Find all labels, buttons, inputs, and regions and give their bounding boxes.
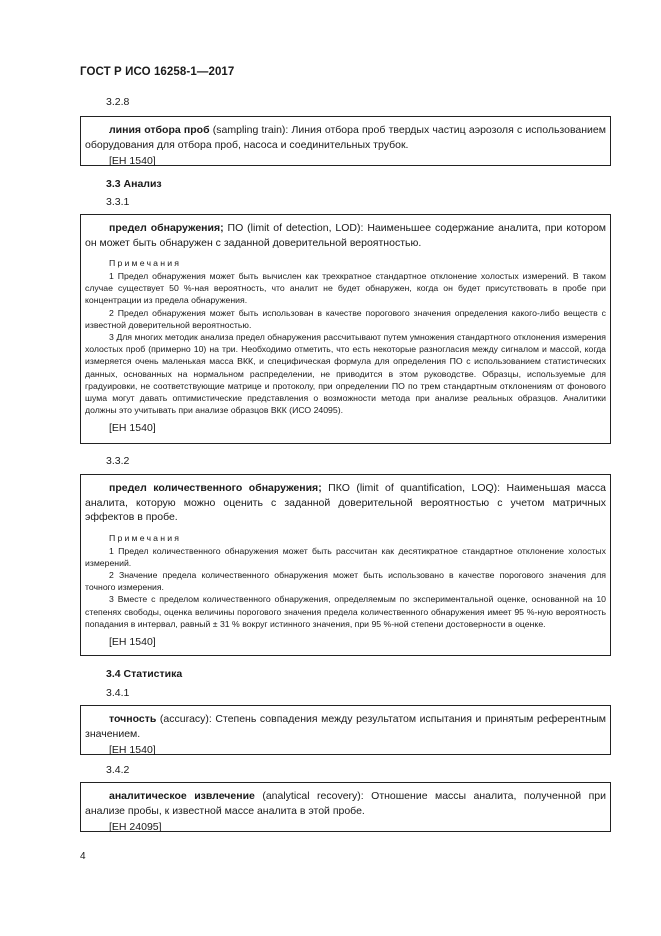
clause-number-3-4-1: 3.4.1 (106, 687, 130, 699)
definition-text: ПКО (limit of quantification, LOQ): Наименьшая масса аналита, которую можно оценить с заданной доверительной вероятностью с учетом матричных эффектов в пробе. (85, 482, 606, 523)
term-box-accuracy (80, 705, 611, 755)
reference: [EH 1540] (109, 422, 156, 435)
term-definition (85, 221, 606, 250)
notes-title: Примечания (109, 258, 182, 268)
definition-text: (sampling train): Линия отбора проб твердых частиц аэрозоля с использованием оборудования для отбора проб, насоса и соединительных трубок. (85, 124, 606, 151)
term-name: предел обнаружения; (109, 222, 224, 234)
reference: [EH 24095] (109, 821, 162, 833)
reference: [EH 1540] (109, 155, 156, 167)
note-item: 3 Для многих методик анализа предел обнаружения рассчитывают путем умножения стандартного отклонения измерения холостых проб (примерно 10) на три. Необходимо отметить, что есть некоторые разногласия между сигналом и массой, когда измеряется очень маленькая масса ВКК, и специфическая формула для определения ПО с использованием статистических данных, основанных на нормальном распределении, не приводится в этом руководстве. Образцы, используемые для градуировки, не соответствующие матрице и протоколу, при определении ПО по трем стандартным отклонениям от фонового шума могут давать оптимистические представления о возможности метода при анализе реальных образцов. Аналитики должны это учитывать при анализе образцов ВКК (ИСО 24095). (85, 332, 606, 416)
term-definition (85, 123, 606, 152)
note-item: 2 Значение предела количественного обнаружения может быть использовано в качестве порогового значения для точного измерения. (85, 569, 606, 593)
section-title-statistics: 3.4 Статистика (106, 668, 183, 680)
clause-number-3-2-8: 3.2.8 (106, 96, 130, 108)
term-definition (85, 481, 606, 525)
term-box-analytical-recovery (80, 782, 611, 832)
notes-title: Примечания (109, 532, 182, 543)
term-name: линия отбора проб (109, 124, 210, 136)
note-item: 1 Предел количественного обнаружения может быть рассчитан как десятикратное стандартное отклонение холостых измерений. (85, 545, 606, 568)
document-header: ГОСТ Р ИСО 16258-1—2017 (80, 66, 235, 78)
term-name: точность (109, 713, 157, 725)
clause-number-3-3-2: 3.3.2 (106, 455, 130, 467)
definition-text: ПО (limit of detection, LOD): Наименьшее содержание аналита, при котором он может быть обнаружен с заданной доверительной вероятностью. (85, 222, 606, 249)
term-box-limit-of-detection (80, 214, 611, 444)
clause-number-3-4-2: 3.4.2 (106, 764, 130, 776)
term-definition (85, 712, 606, 741)
note-item: 2 Предел обнаружения может быть использован в качестве порогового значения определения какого-либо веществ с известной доверительной вероятностью. (85, 307, 606, 330)
section-title-analysis: 3.3 Анализ (106, 178, 162, 190)
note-item: 3 Вместе с пределом количественного обнаружения, определяемым по экспериментальной оценке, основанной на 10 степенях свободы, оценка величины порогового значения предела количественного обнаружения имеет 95 %-ную вероятность попадания в интервал, равный ± 31 % вокруг истинного значения, при 95 %-ной степени достоверности в оценке. (85, 594, 606, 629)
definition-text: (accuracy): Степень совпадения между результатом испытания и принятым референтным значением. (85, 713, 606, 740)
reference: [EH 1540] (109, 635, 156, 648)
term-box-limit-of-quantification (80, 474, 611, 656)
term-definition (85, 789, 606, 818)
term-box-sampling-train (80, 116, 611, 166)
term-name: аналитическое извлечение (109, 790, 255, 802)
note-item: 1 Предел обнаружения может быть вычислен как трехкратное стандартное отклонение холостых измерений. В таком случае существует 50 %-ная вероятность, что аналит не будет обнаружен, когда он будет присутствовать в пробе при концентрации из предела обнаружения. (85, 271, 606, 306)
page-number: 4 (80, 851, 86, 862)
definition-text: (analytical recovery): Отношение массы аналита, полученной при анализе пробы, к известной массе аналита в этой пробе. (85, 790, 606, 817)
term-name: предел количественного обнаружения; (109, 482, 322, 494)
reference: [EH 1540] (109, 744, 156, 756)
clause-number-3-3-1: 3.3.1 (106, 196, 130, 208)
